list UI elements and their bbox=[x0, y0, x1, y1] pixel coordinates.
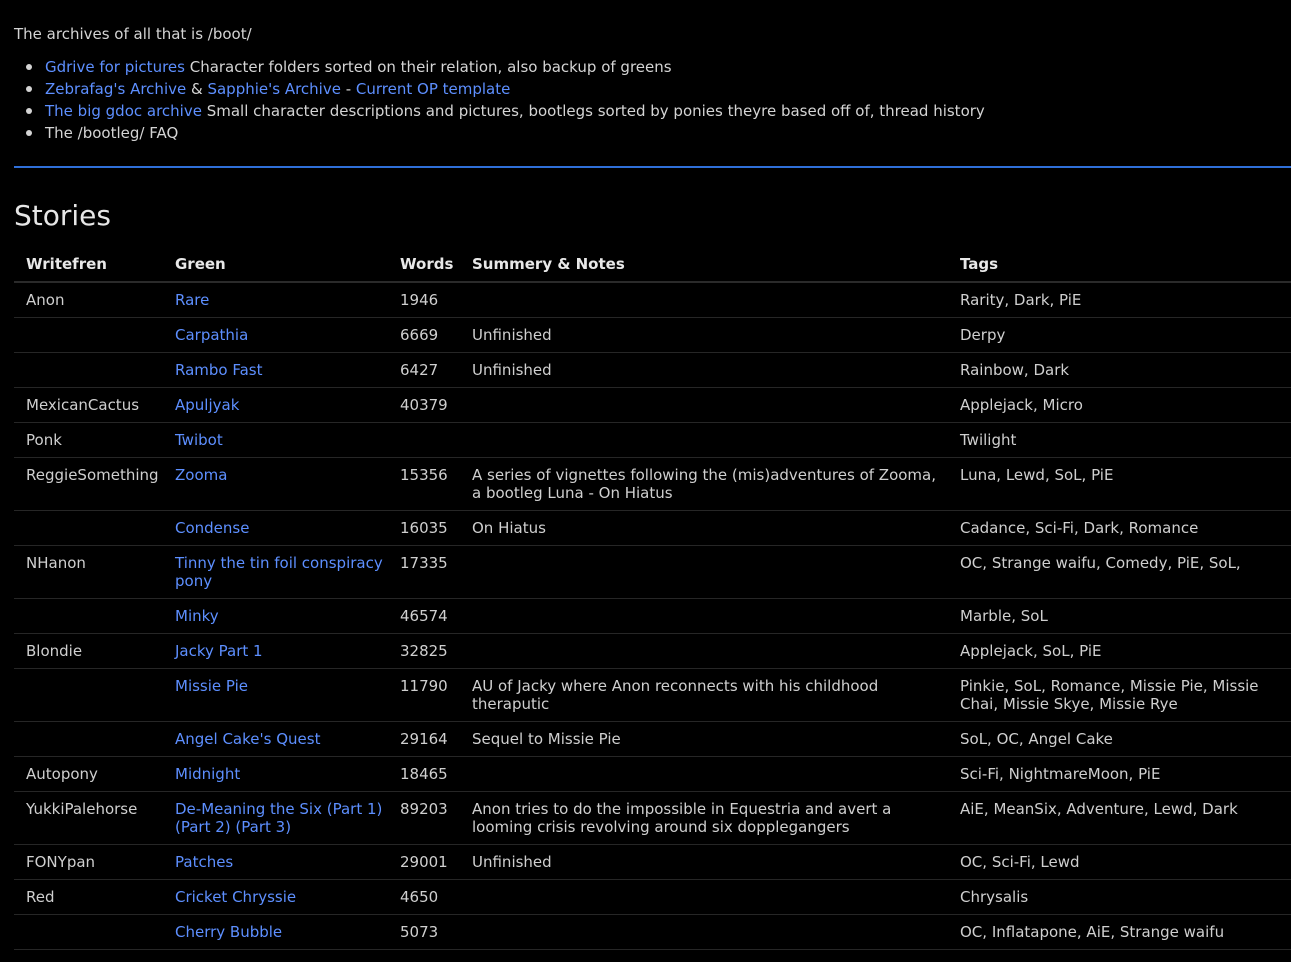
bullet-icon bbox=[26, 86, 32, 92]
green-cell bbox=[163, 599, 388, 634]
bullet-icon bbox=[26, 108, 32, 114]
story-link[interactable]: Tinny the tin foil conspiracy pony bbox=[175, 554, 383, 590]
words-cell: 17335 bbox=[388, 546, 460, 599]
table-row bbox=[14, 458, 1291, 511]
stories-table bbox=[14, 247, 1291, 950]
story-link[interactable]: Minky bbox=[175, 607, 219, 625]
notes-cell bbox=[460, 546, 948, 599]
table-row bbox=[14, 282, 1291, 318]
tags-cell: Luna, Lewd, SoL, PiE bbox=[948, 458, 1291, 511]
words-cell: 46574 bbox=[388, 599, 460, 634]
notes-cell bbox=[460, 757, 948, 792]
green-cell bbox=[163, 880, 388, 915]
writer-cell: Autopony bbox=[14, 757, 163, 792]
green-cell bbox=[163, 511, 388, 546]
table-row bbox=[14, 388, 1291, 423]
writer-cell: ReggieSomething bbox=[14, 458, 163, 511]
tags-cell: AiE, MeanSix, Adventure, Lewd, Dark bbox=[948, 792, 1291, 845]
story-link[interactable]: Cricket Chryssie bbox=[175, 888, 297, 906]
tags-cell: Rarity, Dark, PiE bbox=[948, 282, 1291, 318]
notes-cell: AU of Jacky where Anon reconnects with his childhood theraputic bbox=[460, 669, 948, 722]
words-cell: 16035 bbox=[388, 511, 460, 546]
words-cell: 11790 bbox=[388, 669, 460, 722]
words-cell: 18465 bbox=[388, 757, 460, 792]
archive-link[interactable]: Sapphie's Archive bbox=[207, 80, 341, 98]
story-link[interactable]: (Part 2) bbox=[175, 818, 231, 836]
table-header-row bbox=[14, 247, 1291, 282]
writer-cell bbox=[14, 722, 163, 757]
archive-link[interactable]: Gdrive for pictures bbox=[45, 58, 185, 76]
words-cell: 15356 bbox=[388, 458, 460, 511]
header-writefren: Writefren bbox=[14, 247, 163, 282]
writer-cell: MexicanCactus bbox=[14, 388, 163, 423]
table-row bbox=[14, 722, 1291, 757]
stories-heading: Stories bbox=[14, 199, 111, 232]
tags-cell: Rainbow, Dark bbox=[948, 353, 1291, 388]
green-cell bbox=[163, 845, 388, 880]
story-link[interactable]: Angel Cake's Quest bbox=[175, 730, 321, 748]
notes-cell bbox=[460, 634, 948, 669]
archive-link-description: - bbox=[340, 80, 356, 98]
notes-cell: Sequel to Missie Pie bbox=[460, 722, 948, 757]
stories-table-body bbox=[14, 282, 1291, 950]
archive-link-item bbox=[45, 100, 985, 122]
header-tags: Tags bbox=[948, 247, 1291, 282]
writer-cell: NHanon bbox=[14, 546, 163, 599]
tags-cell: Cadance, Sci-Fi, Dark, Romance bbox=[948, 511, 1291, 546]
writer-cell: Anon bbox=[14, 282, 163, 318]
green-cell bbox=[163, 423, 388, 458]
words-cell: 89203 bbox=[388, 792, 460, 845]
table-row bbox=[14, 599, 1291, 634]
table-row bbox=[14, 845, 1291, 880]
story-link[interactable]: Twibot bbox=[175, 431, 223, 449]
words-cell: 40379 bbox=[388, 388, 460, 423]
story-link[interactable]: Cherry Bubble bbox=[175, 923, 283, 941]
writer-cell: FONYpan bbox=[14, 845, 163, 880]
words-cell: 1946 bbox=[388, 282, 460, 318]
words-cell: 32825 bbox=[388, 634, 460, 669]
tags-cell: Derpy bbox=[948, 318, 1291, 353]
green-cell bbox=[163, 915, 388, 950]
green-cell bbox=[163, 282, 388, 318]
tags-cell: Applejack, Micro bbox=[948, 388, 1291, 423]
notes-cell: A series of vignettes following the (mis)adventures of Zooma, a bootleg Luna - On Hiatus bbox=[460, 458, 948, 511]
writer-cell bbox=[14, 915, 163, 950]
writer-cell bbox=[14, 511, 163, 546]
story-link[interactable]: Apuljyak bbox=[175, 396, 240, 414]
header-summary-notes: Summery & Notes bbox=[460, 247, 948, 282]
notes-cell: Unfinished bbox=[460, 318, 948, 353]
notes-cell bbox=[460, 282, 948, 318]
table-row bbox=[14, 353, 1291, 388]
words-cell: 29164 bbox=[388, 722, 460, 757]
header-words: Words bbox=[388, 247, 460, 282]
words-cell bbox=[388, 423, 460, 458]
section-divider bbox=[14, 166, 1291, 168]
bullet-icon bbox=[26, 64, 32, 70]
writer-cell bbox=[14, 669, 163, 722]
notes-cell: On Hiatus bbox=[460, 511, 948, 546]
notes-cell bbox=[460, 423, 948, 458]
story-link[interactable]: Jacky Part 1 bbox=[175, 642, 263, 660]
archive-link-item bbox=[45, 78, 985, 100]
notes-cell bbox=[460, 388, 948, 423]
green-cell bbox=[163, 458, 388, 511]
tags-cell: OC, Strange waifu, Comedy, PiE, SoL, bbox=[948, 546, 1291, 599]
notes-cell: Unfinished bbox=[460, 845, 948, 880]
archive-link-description: & bbox=[186, 80, 208, 98]
story-link[interactable]: Midnight bbox=[175, 765, 241, 783]
green-cell bbox=[163, 792, 388, 845]
writer-cell: YukkiPalehorse bbox=[14, 792, 163, 845]
tags-cell: Pinkie, SoL, Romance, Missie Pie, Missie Chai, Missie Skye, Missie Rye bbox=[948, 669, 1291, 722]
notes-cell bbox=[460, 915, 948, 950]
table-row bbox=[14, 634, 1291, 669]
green-cell bbox=[163, 634, 388, 669]
table-row bbox=[14, 546, 1291, 599]
tags-cell: Sci-Fi, NightmareMoon, PiE bbox=[948, 757, 1291, 792]
table-row bbox=[14, 669, 1291, 722]
intro-text: The archives of all that is /boot/ bbox=[14, 25, 252, 43]
tags-cell: Chrysalis bbox=[948, 880, 1291, 915]
writer-cell bbox=[14, 318, 163, 353]
archive-link-description: The /bootleg/ FAQ bbox=[45, 124, 179, 142]
story-link[interactable]: Condense bbox=[175, 519, 250, 537]
green-cell bbox=[163, 722, 388, 757]
tags-cell: Twilight bbox=[948, 423, 1291, 458]
notes-cell bbox=[460, 599, 948, 634]
archive-link-item bbox=[45, 122, 985, 144]
archive-link-description: Character folders sorted on their relation, also backup of greens bbox=[184, 58, 672, 76]
table-row bbox=[14, 880, 1291, 915]
header-green: Green bbox=[163, 247, 388, 282]
green-cell bbox=[163, 757, 388, 792]
green-cell bbox=[163, 318, 388, 353]
story-link[interactable]: (Part 3) bbox=[235, 818, 292, 836]
archive-links-list bbox=[14, 56, 985, 144]
writer-cell: Ponk bbox=[14, 423, 163, 458]
tags-cell: Applejack, SoL, PiE bbox=[948, 634, 1291, 669]
tags-cell: Marble, SoL bbox=[948, 599, 1291, 634]
table-row bbox=[14, 423, 1291, 458]
story-link[interactable]: Zooma bbox=[175, 466, 228, 484]
tags-cell: SoL, OC, Angel Cake bbox=[948, 722, 1291, 757]
tags-cell: OC, Sci-Fi, Lewd bbox=[948, 845, 1291, 880]
writer-cell: Red bbox=[14, 880, 163, 915]
words-cell: 6669 bbox=[388, 318, 460, 353]
table-row bbox=[14, 792, 1291, 845]
story-link[interactable]: Missie Pie bbox=[175, 677, 249, 695]
table-row bbox=[14, 757, 1291, 792]
green-cell bbox=[163, 388, 388, 423]
story-link[interactable]: Patches bbox=[175, 853, 234, 871]
story-link[interactable]: Rare bbox=[175, 291, 210, 309]
story-link[interactable]: Rambo Fast bbox=[175, 361, 263, 379]
notes-cell: Anon tries to do the impossible in Equestria and avert a looming crisis revolving around six dopplegangers bbox=[460, 792, 948, 845]
green-cell bbox=[163, 546, 388, 599]
notes-cell: Unfinished bbox=[460, 353, 948, 388]
archive-link-description: Small character descriptions and pictures, bootlegs sorted by ponies theyre based off of, thread history bbox=[201, 102, 985, 120]
tags-cell: OC, Inflatapone, AiE, Strange waifu bbox=[948, 915, 1291, 950]
words-cell: 29001 bbox=[388, 845, 460, 880]
writer-cell bbox=[14, 353, 163, 388]
table-row bbox=[14, 511, 1291, 546]
words-cell: 6427 bbox=[388, 353, 460, 388]
archive-link[interactable]: Current OP template bbox=[355, 80, 511, 98]
archive-link[interactable]: The big gdoc archive bbox=[45, 102, 202, 120]
story-link[interactable]: Carpathia bbox=[175, 326, 249, 344]
writer-cell: Blondie bbox=[14, 634, 163, 669]
archive-link[interactable]: Zebrafag's Archive bbox=[45, 80, 187, 98]
words-cell: 4650 bbox=[388, 880, 460, 915]
notes-cell bbox=[460, 880, 948, 915]
table-row bbox=[14, 915, 1291, 950]
archive-link-item bbox=[45, 56, 985, 78]
story-link[interactable]: De-Meaning the Six (Part 1) bbox=[175, 800, 383, 818]
green-cell bbox=[163, 669, 388, 722]
green-cell bbox=[163, 353, 388, 388]
words-cell: 5073 bbox=[388, 915, 460, 950]
bullet-icon bbox=[26, 130, 32, 136]
table-row bbox=[14, 318, 1291, 353]
writer-cell bbox=[14, 599, 163, 634]
